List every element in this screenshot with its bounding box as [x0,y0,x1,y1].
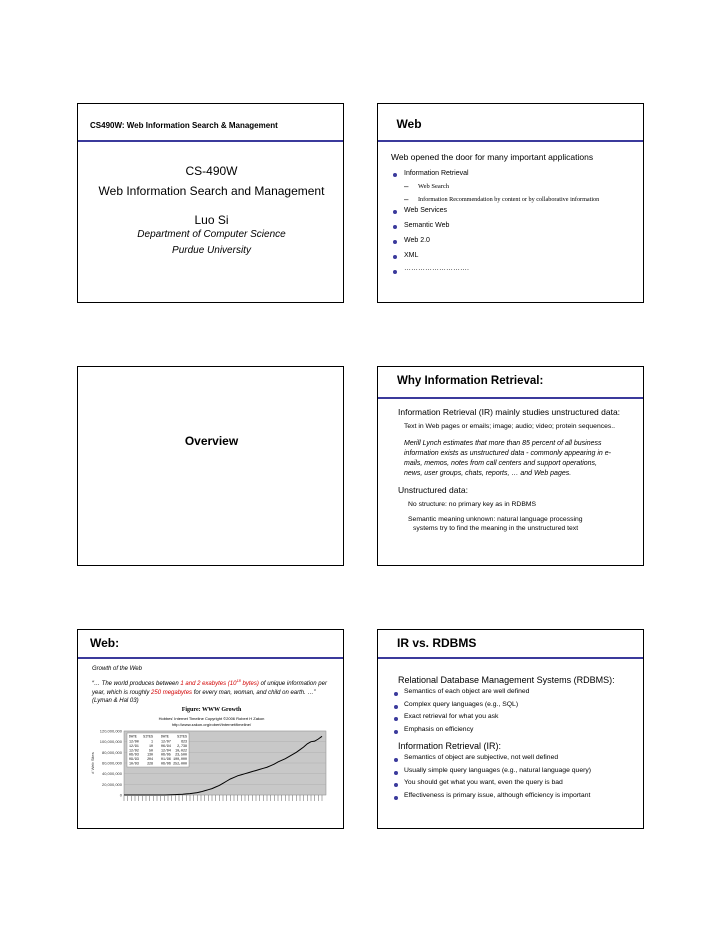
bullet-icon [394,783,398,787]
sub-item-recommendation: Information Recommendation by content or by collaborative information [418,196,600,203]
y-tick-label: 40,000,000 [101,771,122,777]
title-underline [78,140,343,142]
semantic-meaning-line2: systems try to find the meaning in the unstructured text [413,525,579,532]
course-title: Web Information Search and Management [98,184,325,198]
ir-list [394,754,634,804]
title-underline [378,657,643,659]
list-item-text: Complex query languages (e.g., SQL) [404,700,519,708]
slide-3-title: Overview [184,434,239,448]
title-underline [78,657,343,659]
slide-1-header: CS490W: Web Information Search & Management [90,121,278,130]
ir-heading: Information Retrieval (IR): [398,741,502,751]
table-header-cell: DATE [129,734,137,739]
bullet-icon [393,210,397,214]
quote-red-exabytes: 1 and 2 exabytes (10 [180,681,237,687]
y-tick-label: 120,000,000 [99,728,122,734]
list-item [394,688,634,701]
table-cell: 23,500 [175,752,187,757]
www-growth-chart [90,727,330,827]
list-item [394,792,634,805]
list-item-text: Semantics of each object are well defined [404,688,530,695]
quote-superscript: 18 [236,678,241,683]
list-item [394,701,634,714]
table-cell: 06/96 [161,761,171,766]
list-item [394,767,634,780]
list-item-text: Exact retrieval for what you ask [404,713,499,720]
quote-red-megabytes: 250 megabytes [151,689,193,696]
table-header-cell: SITES [143,734,153,739]
quote-part-c: for every man, woman, and child on earth. …” (Lyman & Hal 03) [92,689,316,704]
bullet-icon [394,730,398,734]
bullet-icon [393,270,397,274]
slide-2-intro: Web opened the door for many important applications [391,152,594,162]
table-cell: 06/93 [129,752,139,757]
bullet-icon [394,705,398,709]
slide-5 [77,629,344,829]
table-cell: 12/97 [161,739,171,744]
slide-5-title: Web: [90,636,120,650]
no-structure: No structure: no primary key as in RDBMS [408,501,537,508]
table-cell: 130 [147,752,153,757]
table-header-cell: DATE [161,734,169,739]
list-item-text: Semantics of object are subjective, not well defined [404,754,559,761]
list-item-text: Usually simple query languages (e.g., natural language query) [404,766,592,774]
y-tick-label: 60,000,000 [101,760,122,766]
author-name: Luo Si [194,213,229,227]
rdbms-heading: Relational Database Management Systems (RDBMS): [398,675,615,685]
bullet-icon [394,692,398,696]
list-item [394,713,634,726]
table-cell: 12/94 [161,748,171,753]
table-cell: 06/95 [161,752,171,757]
table-cell: 228 [147,761,153,766]
table-cell: 12/90 [129,739,139,744]
item-web-services: Web Services [404,207,448,214]
table-cell: 10,022 [175,748,187,753]
y-tick-label: 20,000,000 [101,781,122,787]
item-ellipsis: ………………………. [404,265,469,272]
ir-definition: Information Retrieval (IR) mainly studies unstructured data: [398,407,621,417]
y-tick-label: 80,000,000 [101,749,122,755]
table-cell: 252,000 [173,761,187,766]
item-semantic-web: Semantic Web [404,222,450,229]
table-cell: 09/93 [129,757,139,762]
list-item [394,726,634,739]
slide-4-title: Why Information Retrieval: [397,375,544,387]
bullet-icon [394,758,398,762]
list-item [394,754,634,767]
quote-red-bytes: bytes) [240,681,259,687]
table-cell: 204 [147,757,153,762]
table-cell: 2,738 [177,743,187,748]
bullet-icon [394,771,398,775]
dash-icon: – [404,182,409,191]
table-cell: 100,000 [173,757,187,762]
quote-part-a: “… The world produces between [92,681,181,687]
university: Purdue University [172,245,251,256]
bullet-icon [393,240,397,244]
chart-heading: Hobbes' Internet Timeline Copyright ©2006 Robert H Zakon [158,716,265,721]
list-item-text: You should get what you want, even the query is bad [404,779,563,786]
figure-caption: Figure: WWW Growth [181,707,242,713]
bullet-icon [393,173,397,177]
title-underline [378,140,643,142]
table-cell: 50 [149,748,153,753]
merill-lynch-quote: Merill Lynch estimates that more than 85 percent of all business information exists as unstructured data - commonly appearing in e-mails, memos, notes from call centers and support operations, news, user groups, chats, reports, … and Web pages. [404,440,611,477]
chart-url: http://www.zakon.org/robert/internet/timeline/ [171,722,252,727]
bullet-icon [394,796,398,800]
dash-icon: – [404,195,409,204]
item-web-2: Web 2.0 [404,237,430,244]
table-cell: 10/93 [129,761,139,766]
title-underline [378,397,643,399]
department: Department of Computer Science [137,229,286,240]
ir-data-types: Text in Web pages or emails; image; audio; video; protein sequences.. [404,423,616,430]
slide-1 [77,103,344,303]
table-cell: 10 [149,743,153,748]
rdbms-list [394,688,634,738]
slide-4 [377,366,644,566]
slide-3 [77,366,344,566]
table-cell: 06/94 [161,743,171,748]
table-cell: 01/96 [161,757,171,762]
course-code: CS-490W [185,164,238,178]
slide-2-title: Web [396,117,422,131]
y-tick-label: 0 [119,792,122,798]
table-header-cell: SITES [177,734,187,739]
item-information-retrieval: Information Retrieval [404,170,469,177]
bullet-icon [394,717,398,721]
slide-2 [377,103,644,303]
item-xml: XML [404,252,419,259]
bullet-icon [393,255,397,259]
table-cell: 12/91 [129,743,139,748]
y-axis-label: # Web Sites [90,752,95,774]
table-cell: 12/92 [129,748,139,753]
semantic-meaning-line1: Semantic meaning unknown: natural language processing [408,516,583,523]
table-cell: 623 [181,739,187,744]
list-item-text: Effectiveness is primary issue, although efficiency is important [404,791,591,799]
list-item-text: Emphasis on efficiency [404,725,474,733]
sub-item-web-search: Web Search [418,183,450,190]
quote-part-b: of unique information per year, which is roughly [92,681,327,696]
slide-6-title: IR vs. RDBMS [397,636,477,650]
list-item [394,779,634,792]
bullet-icon [393,225,397,229]
table-cell: 1 [151,739,153,744]
slide-6 [377,629,644,829]
lyman-quote [92,677,332,706]
growth-of-web: Growth of the Web [92,666,142,672]
y-tick-label: 100,000,000 [99,739,122,745]
unstructured-data-heading: Unstructured data: [398,485,468,495]
